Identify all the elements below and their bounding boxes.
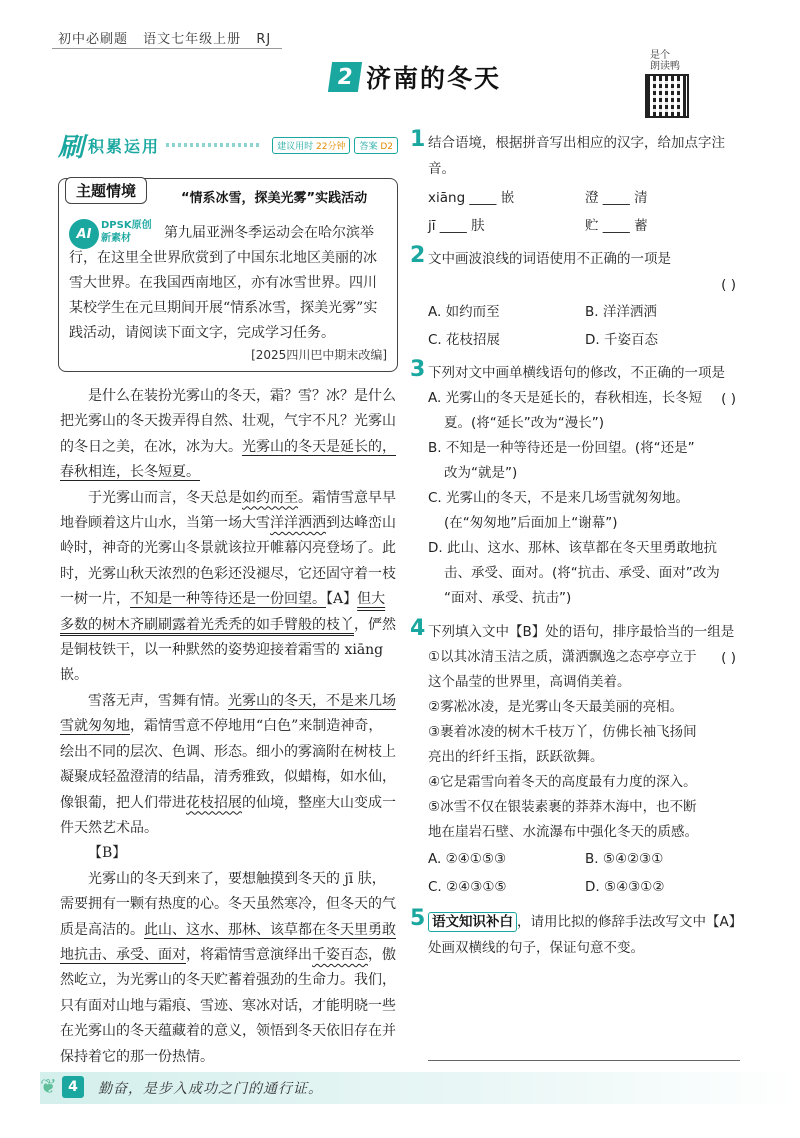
passage-paragraph-1: 是什么在装扮光雾山的冬天，霜？雪？冰？是什么把光雾山的冬天拨弄得自然、壮观，气宇不凡？光雾山的冬日之美，在冰，冰为大。光雾山的冬天是延长的，春秋相连，长冬短夏。 — [60, 388, 396, 481]
option-c[interactable]: C. 光雾山的冬天，不是来几场雪就匆匆地。 — [428, 490, 690, 506]
option-a[interactable]: A. 光雾山的冬天是延长的，春秋相连，长冬短 — [428, 390, 703, 406]
option-b[interactable]: B. ⑤④②③① — [585, 851, 664, 867]
sentence-4: ④它是霜雪向着冬天的高度最有力度的深入。 — [428, 774, 697, 790]
question-number: 1 — [410, 127, 426, 152]
question-number: 3 — [410, 357, 426, 382]
option-a[interactable]: A. ②④①⑤③ — [428, 851, 507, 867]
sentence-1: ①以其冰清玉洁之质，潇洒飘逸之态亭亭立于 — [428, 649, 697, 665]
option-d[interactable]: D. ⑤④③①② — [585, 879, 665, 895]
page-header — [0, 0, 800, 48]
question-4: 4 下列填入文中【B】处的语句，排序最恰当的一组是 ( ) — [412, 619, 742, 645]
theme-context-box — [58, 178, 398, 372]
option-b[interactable]: B. 洋洋洒洒 — [585, 304, 657, 320]
ai-badge-icon: AI — [69, 219, 99, 249]
answer-paren[interactable]: ( ) — [721, 277, 736, 293]
option-d[interactable]: D. 千姿百态 — [585, 332, 658, 348]
footer-motto: 勤奋，是步入成功之门的通行证。 — [98, 1081, 323, 1097]
theme-name: “情系冰雪，探美光雾”实践活动 — [181, 191, 368, 206]
theme-text: 第九届亚洲冬季运动会在哈尔滨举行，在这里全世界欣赏到了中国东北地区美丽的冰雪大世界。在我国西南地区，亦有冰雪世界。四川某校学生在元旦期间开展“情系冰雪，探美光雾”实践活动，请阅读下面文字，完成学习任务。 — [69, 225, 378, 341]
qr-label: 是个 朗读鸭 — [650, 50, 680, 72]
single-underline: 此山、这水、那林、该草都在冬天里勇敢地抗击、承受、面对 — [60, 921, 396, 963]
question-1: 1 结合语境，根据拼音写出相应的汉字，给加点字注音。 — [410, 127, 725, 177]
edition-code: RJ — [256, 32, 272, 47]
question-number: 2 — [410, 243, 426, 268]
wavy-underline: 如约而至 — [242, 489, 298, 506]
wavy-underline: 洋洋洒洒 — [270, 515, 326, 532]
band-divider — [166, 143, 262, 147]
practice-band — [58, 130, 398, 163]
theme-tag: 主题情境 — [65, 177, 147, 204]
question-5: 5 语文知识补白 ，请用比拟的修辞手法改写文中【A】处画双横线的句子，保证句意不变。 — [410, 906, 736, 956]
theme-source: [2025四川巴中期末改编] — [251, 348, 387, 362]
passage-blank-b: 【B】 — [88, 845, 127, 862]
sentence-2: ②雾凇冰凌，是光雾山冬天最美丽的亮相。 — [428, 699, 684, 715]
single-underline: 光雾山的冬天，不是来几场雪就匆匆地 — [60, 692, 396, 735]
book-breadcrumb — [58, 28, 281, 47]
reading-passage — [60, 384, 396, 1070]
leaf-icon: ❦ — [40, 1074, 57, 1098]
answer-paren[interactable]: ( ) — [721, 391, 736, 407]
passage-paragraph-2: 于光雾山而言，冬天总是如约而至。霜情雪意早早地眷顾着这片山水，当第一场大雪洋洋洒洒到达峰峦山岭时，神奇的光雾山冬景就该拉开帷幕闪亮登场了。此时，光雾山秋天浓烈的色彩还没褪尽，它还固守着一枝一树一片，不知是一种等待还是一份回望。【A】但大多数的树木齐刷刷露着光秃秃的如手臂般的枝丫，俨然是铜枝铁干，以一种默然的姿势迎接着霜雪的 xiāng 嵌。 — [60, 489, 396, 684]
practice-title: 积累运用 — [88, 136, 161, 156]
page-number: 4 — [62, 1076, 84, 1098]
option-a[interactable]: A. 如约而至 — [428, 304, 500, 320]
lesson-heading — [330, 60, 501, 94]
shua-logo: 刷 — [58, 132, 85, 163]
answer-paren[interactable]: ( ) — [721, 650, 736, 666]
double-underline: 但大多数的树木齐刷刷露着光秃秃的如手臂般的枝丫 — [60, 591, 386, 633]
passage-paragraph-3: 雪落无声，雪舞有情。光雾山的冬天，不是来几场雪就匆匆地，霜情雪意不停地用“白色”来制造神奇，绘出不同的层次、色调、形态。细小的雾滴附在树枝上凝聚成轻盈澄清的结晶，清秀雅致，似蜡梅，如水仙，像银葡，把人们带进花枝招展的仙境，整座大山变成一件天然艺术品。 — [60, 692, 396, 836]
sentence-3: ③裹着冰凌的树木千枝万丫，仿佛长袖飞扬间 — [428, 724, 697, 740]
option-b[interactable]: B. 不知是一种等待还是一份回望。(将“还是” — [428, 440, 695, 456]
pinyin-items — [412, 184, 742, 240]
time-chip: 建议用时 22分钟 — [272, 137, 350, 154]
wavy-underline: 千姿百态 — [312, 946, 368, 963]
question-2: 2 文中画波浪线的词语使用不正确的一项是 ( ) — [412, 246, 742, 298]
question-number: 5 — [410, 906, 426, 931]
lesson-title: 济南的冬天 — [366, 64, 502, 93]
passage-paragraph-5: 光雾山的冬天到来了，要想触摸到冬天的 jī 肤，需要拥有一颗有热度的心。冬天虽然寒冷，但冬天的气质是高洁的。此山、这水、那林、该草都在冬天里勇敢地抗击、承受、面对，将霜情雪意演绎出千姿百态，傲然屹立，为光雾山的冬天贮蓄着强劲的生命力。我们，只有面对山地与霜痕、雪迹、寒冰对话，才能明晓一些在光雾山的冬天蕴藏着的意义，领悟到冬天依旧存在并保持着它的那一份热情。 — [60, 870, 396, 1065]
question-number: 4 — [410, 616, 426, 641]
ai-original-tag: DPSK原创 新素材 — [101, 220, 152, 244]
header-rule — [52, 48, 282, 49]
page-footer — [0, 1072, 800, 1112]
question-3: 3 下列对文中画单横线语句的修改，不正确的一项是 ( ) — [412, 360, 742, 386]
pinyin-item[interactable]: jī ____ 肤 — [428, 218, 485, 234]
options-row — [412, 326, 742, 354]
wavy-underline: 花枝招展 — [186, 794, 242, 811]
qr-code-icon[interactable] — [645, 74, 689, 118]
answer-chip: 答案 D2 — [354, 137, 398, 154]
option-c[interactable]: C. ②④③①⑤ — [428, 879, 507, 895]
subject-name: 语文七年级上册 — [143, 32, 242, 47]
single-underline: 不知是一种等待还是一份回望。 — [130, 591, 326, 608]
pinyin-item[interactable]: 澄 ____ 清 — [585, 190, 648, 206]
knowledge-tag: 语文知识补白 — [428, 912, 517, 932]
option-c[interactable]: C. 花枝招展 — [428, 332, 501, 348]
pinyin-item[interactable]: xiāng ____ 嵌 — [428, 190, 515, 206]
series-name: 初中必刷题 — [58, 32, 129, 47]
options-row — [412, 845, 742, 873]
option-d[interactable]: D. 此山、这水、那林、该草都在冬天里勇敢地抗 — [428, 540, 717, 556]
pinyin-item[interactable]: 贮 ____ 蓄 — [585, 218, 648, 234]
question-column: 1 结合语境，根据拼音写出相应的汉字，给加点字注音。 xiāng ____ 嵌 澄 ____ 清 jī ____ 肤 贮 ____ 蓄 2 文中画波浪线的词语使用不正确的一项是 ( ) A. 如约而至 B. 洋洋洒洒 C. 花枝招展 D. 千姿百态 3 下列对文中画单横线语句的修改，不正确的一项是 ( ) A. 光雾山的冬天是延长的，春秋相连，长冬短 夏。(将“延长”改为“漫长”) B. 不知是一种等待还是一份回望。(将“还是” 改为“就是”) C. 光雾山的冬天，不是来几场雪就匆匆地。 (在“匆匆地”后面加上“谢幕”) D. 此山、这水、那林、该草都在冬天里勇敢地抗 击、承受、面对。(将“抗击、承受、面对”改为 “面对、承受、抗击”) 4 下列填入文中【B】处的语句，排序最恰当的一组是 ( ) ①以其冰清玉洁之质，潇洒飘逸之态亭亭立于 这个晶莹的世界里，高调俏美着。 ②雾凇冰凌，是光雾山冬天最美丽的亮相。 ③裹着冰凌的树木千枝万丫，仿佛长袖飞扬间 亮出的纤纤玉指，跃跃欲舞。 ④它是霜雪向着冬天的高度最有力度的深入。 ⑤冰雪不仅在银装素裹的莽莽木海中，也不断 地在崖岩石壁、水流瀑布中强化冬天的质感。 A. ②④①⑤③ B. ⑤④②③① C. ②④③①⑤ D. ⑤④③①② 5 语文知识补白 ，请用比拟的修辞手法改写文中【A】处画双横线的句子，保证句意不变。 — [412, 130, 742, 961]
single-underline: 光雾山的冬天是延长的，春秋相连，长冬短夏。 — [60, 438, 396, 481]
answer-line[interactable] — [428, 1060, 740, 1061]
sentence-5: ⑤冰雪不仅在银装素裹的莽莽木海中，也不断 — [428, 799, 697, 815]
options-row — [412, 873, 742, 901]
lesson-number: 2 — [328, 62, 362, 92]
options-row — [412, 298, 742, 326]
